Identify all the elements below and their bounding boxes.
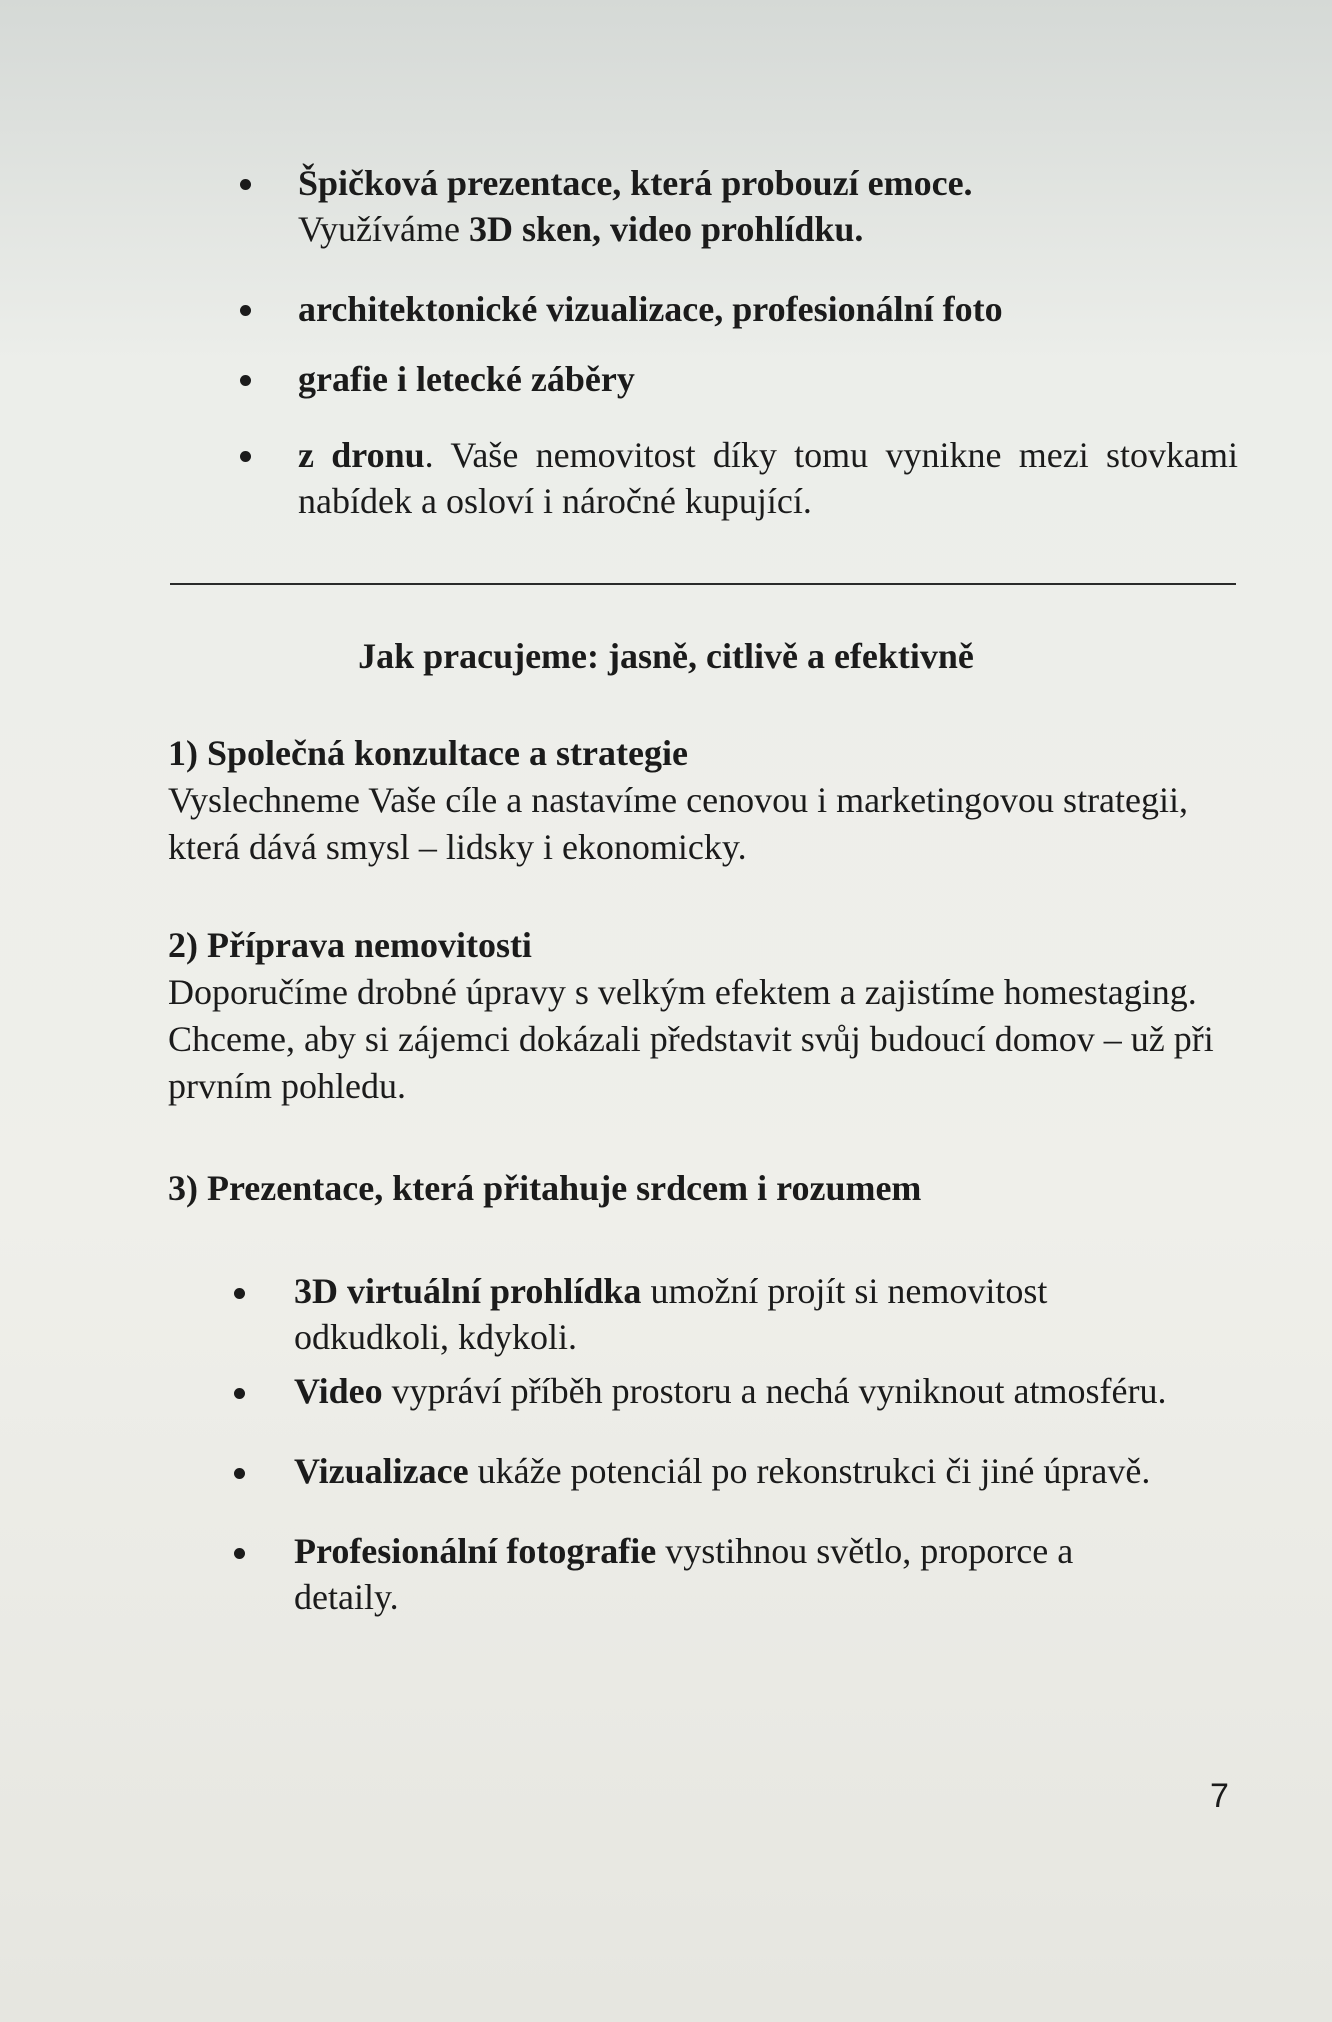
list-item	[298, 286, 1238, 332]
bullet-bold-text: Vizualizace	[294, 1451, 469, 1491]
bullet-dot	[240, 451, 251, 462]
bullet-text: ukáže potenciál po rekonstrukci či jiné úpravě.	[468, 1451, 1151, 1491]
bullet-dot	[234, 1388, 245, 1399]
list-item	[298, 160, 1238, 252]
list-item	[294, 1368, 1174, 1414]
list-item	[294, 1268, 1174, 1360]
step-presentation	[168, 1165, 1248, 1212]
bullet-dot	[234, 1468, 245, 1479]
bullet-bold-text: grafie i letecké záběry	[298, 359, 635, 399]
bullet-dot	[234, 1288, 245, 1299]
list-item	[298, 432, 1238, 524]
section-heading: Jak pracujeme: jasně, citlivě a efektivně	[358, 636, 974, 676]
step-title: 1) Společná konzultace a strategie	[168, 733, 688, 773]
list-item	[298, 356, 1238, 402]
bullet-bold-text: Špičková prezentace, která probouzí emoce.	[298, 163, 973, 203]
horizontal-divider	[170, 583, 1236, 585]
bullet-text: . Vaše nemovitost díky tomu vynikne mezi stovkami nabídek a osloví i náročné kupující.	[298, 435, 1238, 521]
step-text: Vyslechneme Vaše cíle a nastavíme cenovou i marketingovou strategii, která dává smysl – lidsky i ekonomicky.	[168, 780, 1189, 867]
step-text: Doporučíme drobné úpravy s velkým efektem a zajistíme homestaging. Chceme, aby si zájemci dokázali představit svůj budoucí domov – už při prvním pohledu.	[168, 972, 1214, 1106]
bullet-text: Využíváme	[298, 209, 460, 249]
bullet-dot	[234, 1548, 245, 1559]
list-item	[294, 1528, 1174, 1620]
bullet-bold-text: architektonické vizualizace, profesionální foto	[298, 289, 1003, 329]
bullet-text: vypráví příběh prostoru a nechá vyniknout atmosféru.	[382, 1371, 1167, 1411]
step-preparation	[168, 922, 1248, 1110]
bullet-bold-text: Video	[294, 1371, 383, 1411]
bullet-bold-text: z dronu	[298, 435, 425, 475]
bullet-dot	[240, 375, 251, 386]
bullet-text: umožní projít si nemovitost odkudkoli, kdykoli.	[294, 1271, 1048, 1357]
bullet-dot	[240, 179, 251, 190]
step-consultation	[168, 730, 1248, 871]
presentation-bullet-list	[294, 1268, 1174, 1620]
step-title: 2) Příprava nemovitosti	[168, 925, 532, 965]
feature-bullet-list	[298, 160, 1238, 524]
list-item	[294, 1448, 1174, 1494]
bullet-text: vystihnou světlo, proporce a detaily.	[294, 1531, 1074, 1617]
bullet-bold-text: 3D virtuální prohlídka	[294, 1271, 642, 1311]
bullet-dot	[240, 305, 251, 316]
step-title: 3) Prezentace, která přitahuje srdcem i rozumem	[168, 1168, 922, 1208]
bullet-bold-text: Profesionální fotografie	[294, 1531, 657, 1571]
page-number: 7	[1210, 1777, 1229, 1815]
bullet-bold-text: 3D sken, video prohlídku.	[468, 209, 864, 249]
